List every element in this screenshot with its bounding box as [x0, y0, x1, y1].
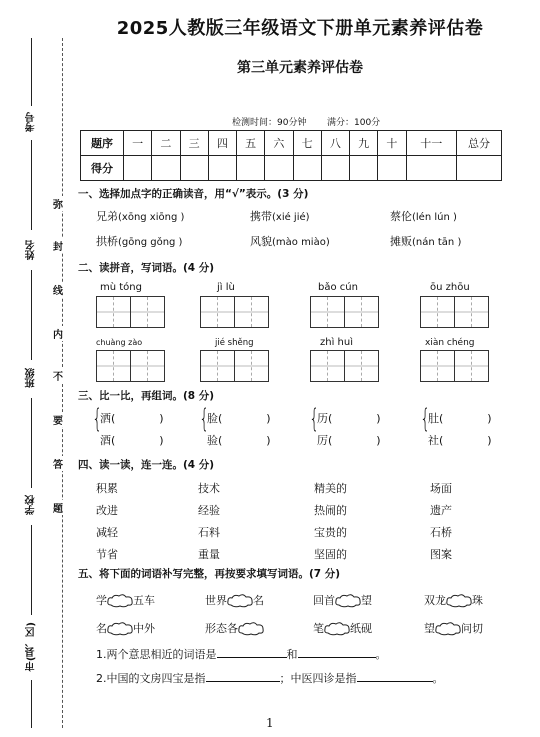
q1-item-2	[250, 208, 310, 224]
writing-grid[interactable]	[200, 350, 269, 382]
q3-char: 验(	[207, 434, 223, 447]
q4-word: 场面	[430, 482, 452, 495]
col-10: 十	[378, 131, 406, 156]
q5-sub-2-mid: ；中医四诊是指	[279, 672, 357, 685]
answer-blank[interactable]	[357, 681, 433, 682]
score-cell[interactable]	[124, 156, 152, 181]
q4-word: 遗产	[430, 504, 452, 517]
brace-1: {	[92, 404, 103, 434]
q3-char: 脸(	[207, 412, 223, 425]
xingming-line	[31, 270, 32, 360]
cloud-blank-icon	[324, 622, 350, 636]
full-score: 满分：100分	[327, 118, 381, 128]
q4-word: 技术	[198, 482, 220, 495]
q4-word: 重量	[198, 548, 220, 561]
q3-pair-4-a	[428, 410, 492, 426]
seal-char-1: 弥	[53, 196, 63, 211]
q5-item-4[interactable]	[424, 592, 483, 608]
q5-item-2[interactable]	[205, 592, 264, 608]
q1-item-6	[390, 233, 461, 249]
q4-word: 减轻	[96, 526, 118, 539]
q5-suffix: 珠	[472, 594, 483, 607]
answer-blank[interactable]	[217, 657, 287, 658]
seal-line	[62, 38, 63, 728]
score-cell[interactable]	[350, 156, 378, 181]
col-9: 九	[350, 131, 378, 156]
answer-blank[interactable]	[298, 657, 376, 658]
q3-close: )	[487, 412, 492, 425]
q3-close: )	[159, 434, 164, 447]
q5-prefix: 笔	[313, 622, 324, 635]
page-title: 2025人教版三年级语文下册单元素养评估卷	[116, 18, 484, 39]
q5-item-3[interactable]	[313, 592, 372, 608]
seal-char-4: 内	[53, 326, 63, 341]
q4-word: 石桥	[430, 526, 452, 539]
q4-word: 热闹的	[314, 504, 347, 517]
q4-word: 精美的	[314, 482, 347, 495]
q1-pinyin: (mào miào)	[272, 237, 330, 248]
q4-word: 积累	[96, 482, 118, 495]
q3-pair-2-a	[207, 410, 271, 426]
score-cell[interactable]	[265, 156, 293, 181]
brace-4: {	[420, 404, 431, 434]
seal-char-6: 要	[53, 412, 63, 427]
q5-item-1[interactable]	[96, 592, 155, 608]
q4-word: 宝贵的	[314, 526, 347, 539]
q3-close: )	[376, 434, 381, 447]
q1-title: 一、选择加点字的正确读音，用“√”表示。(3 分)	[78, 188, 309, 200]
col-8: 八	[321, 131, 349, 156]
q4-word: 图案	[430, 548, 452, 561]
q4-title: 四、读一读，连一连。(4 分)	[78, 459, 215, 471]
q5-prefix: 名	[96, 622, 107, 635]
writing-grid[interactable]	[310, 350, 379, 382]
kaohao-line	[31, 38, 32, 106]
brace-2: {	[199, 404, 210, 434]
q5-suffix: 名	[253, 594, 264, 607]
label-xuexiao: 学校	[26, 495, 37, 515]
seal-char-7: 答	[53, 456, 63, 471]
q1-pinyin: (nán tān )	[412, 237, 462, 248]
q5-prefix: 双龙	[424, 594, 446, 607]
cloud-blank-icon	[238, 622, 264, 636]
col-6: 六	[265, 131, 293, 156]
page-number: 1	[266, 716, 274, 730]
seal-char-2: 封	[53, 238, 63, 253]
q5-prefix: 形态各	[205, 622, 238, 635]
label-banji: 班级	[26, 368, 37, 388]
score-table-row-label: 题序	[81, 131, 124, 156]
label-shi: 市(县、区)	[26, 622, 37, 672]
q3-pair-2-b	[207, 432, 271, 448]
seal-char-3: 线	[53, 282, 63, 297]
q1-pinyin: (gōng gǒng )	[118, 237, 183, 248]
q1-pinyin: (lén lún )	[412, 212, 457, 223]
col-3: 三	[180, 131, 208, 156]
q3-close: )	[487, 434, 492, 447]
writing-grid[interactable]	[420, 296, 489, 328]
q5-suffix: 中外	[133, 622, 155, 635]
shi-line	[31, 680, 32, 728]
q5-suffix: 望	[361, 594, 372, 607]
q2-pinyin-7: zhì huì	[320, 337, 353, 348]
score-table-score-row	[81, 156, 502, 181]
cloud-blank-icon	[107, 594, 133, 608]
q4-word: 石料	[198, 526, 220, 539]
writing-grid[interactable]	[420, 350, 489, 382]
q5-item-6[interactable]	[205, 620, 264, 636]
q3-pair-4-b	[428, 432, 492, 448]
q5-sub-1	[96, 646, 387, 662]
col-1: 一	[124, 131, 152, 156]
q3-char: 厉(	[317, 434, 333, 447]
q3-char: 洒(	[100, 412, 116, 425]
writing-grid[interactable]	[96, 296, 165, 328]
col-total: 总分	[457, 131, 502, 156]
q5-sub-2-end: 。	[432, 672, 444, 685]
answer-blank[interactable]	[206, 681, 280, 682]
q1-pinyin: (xié jié)	[272, 212, 310, 223]
q1-item-4	[96, 233, 182, 249]
q2-pinyin-3: bǎo cún	[318, 282, 358, 293]
q5-suffix: 问切	[461, 622, 483, 635]
score-cell[interactable]	[208, 156, 236, 181]
q1-word: 摊贩	[390, 235, 412, 248]
q4-word: 坚固的	[314, 548, 347, 561]
writing-grid[interactable]	[200, 296, 269, 328]
col-7: 七	[293, 131, 321, 156]
q2-title: 二、读拼音，写词语。(4 分)	[78, 262, 215, 274]
q5-item-8[interactable]	[424, 620, 483, 636]
writing-grid[interactable]	[310, 296, 379, 328]
q3-pair-1-b	[100, 432, 164, 448]
q5-suffix: 纸砚	[350, 622, 372, 635]
q2-pinyin-4: ōu zhōu	[430, 282, 470, 293]
q3-char: 酒(	[100, 434, 116, 447]
cloud-blank-icon	[435, 622, 461, 636]
q1-item-1	[96, 208, 184, 224]
q1-item-5	[250, 233, 330, 249]
page-subtitle: 第三单元素养评估卷	[237, 60, 363, 76]
score-table-header-row	[81, 131, 502, 156]
cloud-blank-icon	[227, 594, 253, 608]
q4-word: 节省	[96, 548, 118, 561]
q3-pair-1-a	[100, 410, 164, 426]
score-cell[interactable]	[321, 156, 349, 181]
q2-pinyin-5: chuàng zào	[96, 338, 143, 347]
q5-sub-1-text: 1.两个意思相近的词语是	[96, 648, 217, 661]
label-kaohao: 考号	[26, 112, 37, 132]
col-11: 十一	[406, 131, 457, 156]
q5-prefix: 回首	[313, 594, 335, 607]
score-cell[interactable]	[152, 156, 180, 181]
q4-word: 改进	[96, 504, 118, 517]
q5-prefix: 学	[96, 594, 107, 607]
score-cell[interactable]	[293, 156, 321, 181]
seal-char-8: 题	[53, 500, 63, 515]
col-5: 五	[237, 131, 265, 156]
seal-char-5: 不	[53, 368, 63, 383]
q3-close: )	[376, 412, 381, 425]
q5-sub-1-and: 和	[286, 648, 298, 661]
cloud-blank-icon	[335, 594, 361, 608]
score-cell[interactable]	[237, 156, 265, 181]
score-cell[interactable]	[406, 156, 457, 181]
q5-sub-2-text: 2.中国的文房四宝是指	[96, 672, 206, 685]
test-time: 检测时间：90分钟	[232, 118, 307, 128]
q1-word: 风貌	[250, 235, 272, 248]
q2-pinyin-8: xiàn chéng	[425, 338, 475, 348]
banji-line	[31, 398, 32, 488]
q5-item-5[interactable]	[96, 620, 155, 636]
label-xingming: 姓名	[26, 240, 37, 260]
q3-pair-3-a	[317, 410, 381, 426]
cloud-blank-icon	[107, 622, 133, 636]
cloud-blank-icon	[446, 594, 472, 608]
score-table	[80, 130, 502, 181]
brace-3: {	[309, 404, 320, 434]
q1-item-3	[390, 208, 457, 224]
score-cell[interactable]	[457, 156, 502, 181]
col-4: 四	[208, 131, 236, 156]
q5-prefix: 望	[424, 622, 435, 635]
q3-title: 三、比一比，再组词。(8 分)	[78, 390, 215, 402]
q2-pinyin-1: mù tóng	[100, 282, 142, 293]
q5-suffix: 五车	[133, 594, 155, 607]
kaohao-line-2	[31, 140, 32, 230]
q2-pinyin-2: jì lù	[217, 282, 235, 293]
q5-sub-1-end: 。	[375, 648, 387, 661]
q3-char: 历(	[317, 412, 333, 425]
q5-title: 五、将下面的词语补写完整，再按要求填写词语。(7 分)	[78, 568, 341, 580]
score-cell[interactable]	[180, 156, 208, 181]
q3-close: )	[159, 412, 164, 425]
q1-word: 携带	[250, 210, 272, 223]
q3-pair-3-b	[317, 432, 381, 448]
q5-prefix: 世界	[205, 594, 227, 607]
q3-char: 社(	[428, 434, 444, 447]
col-2: 二	[152, 131, 180, 156]
q3-close: )	[266, 412, 271, 425]
q4-word: 经验	[198, 504, 220, 517]
score-row-label: 得分	[81, 156, 124, 181]
q1-word: 蔡伦	[390, 210, 412, 223]
q1-pinyin: (xōng xiōng )	[118, 212, 185, 223]
xuexiao-line	[31, 525, 32, 615]
q3-char: 肚(	[428, 412, 444, 425]
writing-grid[interactable]	[96, 350, 165, 382]
q1-word: 拱桥	[96, 235, 118, 248]
q1-word: 兄弟	[96, 210, 118, 223]
q5-item-7[interactable]	[313, 620, 372, 636]
q3-close: )	[266, 434, 271, 447]
score-cell[interactable]	[378, 156, 406, 181]
q2-pinyin-6: jié shěng	[215, 338, 254, 348]
q5-sub-2	[96, 670, 444, 686]
